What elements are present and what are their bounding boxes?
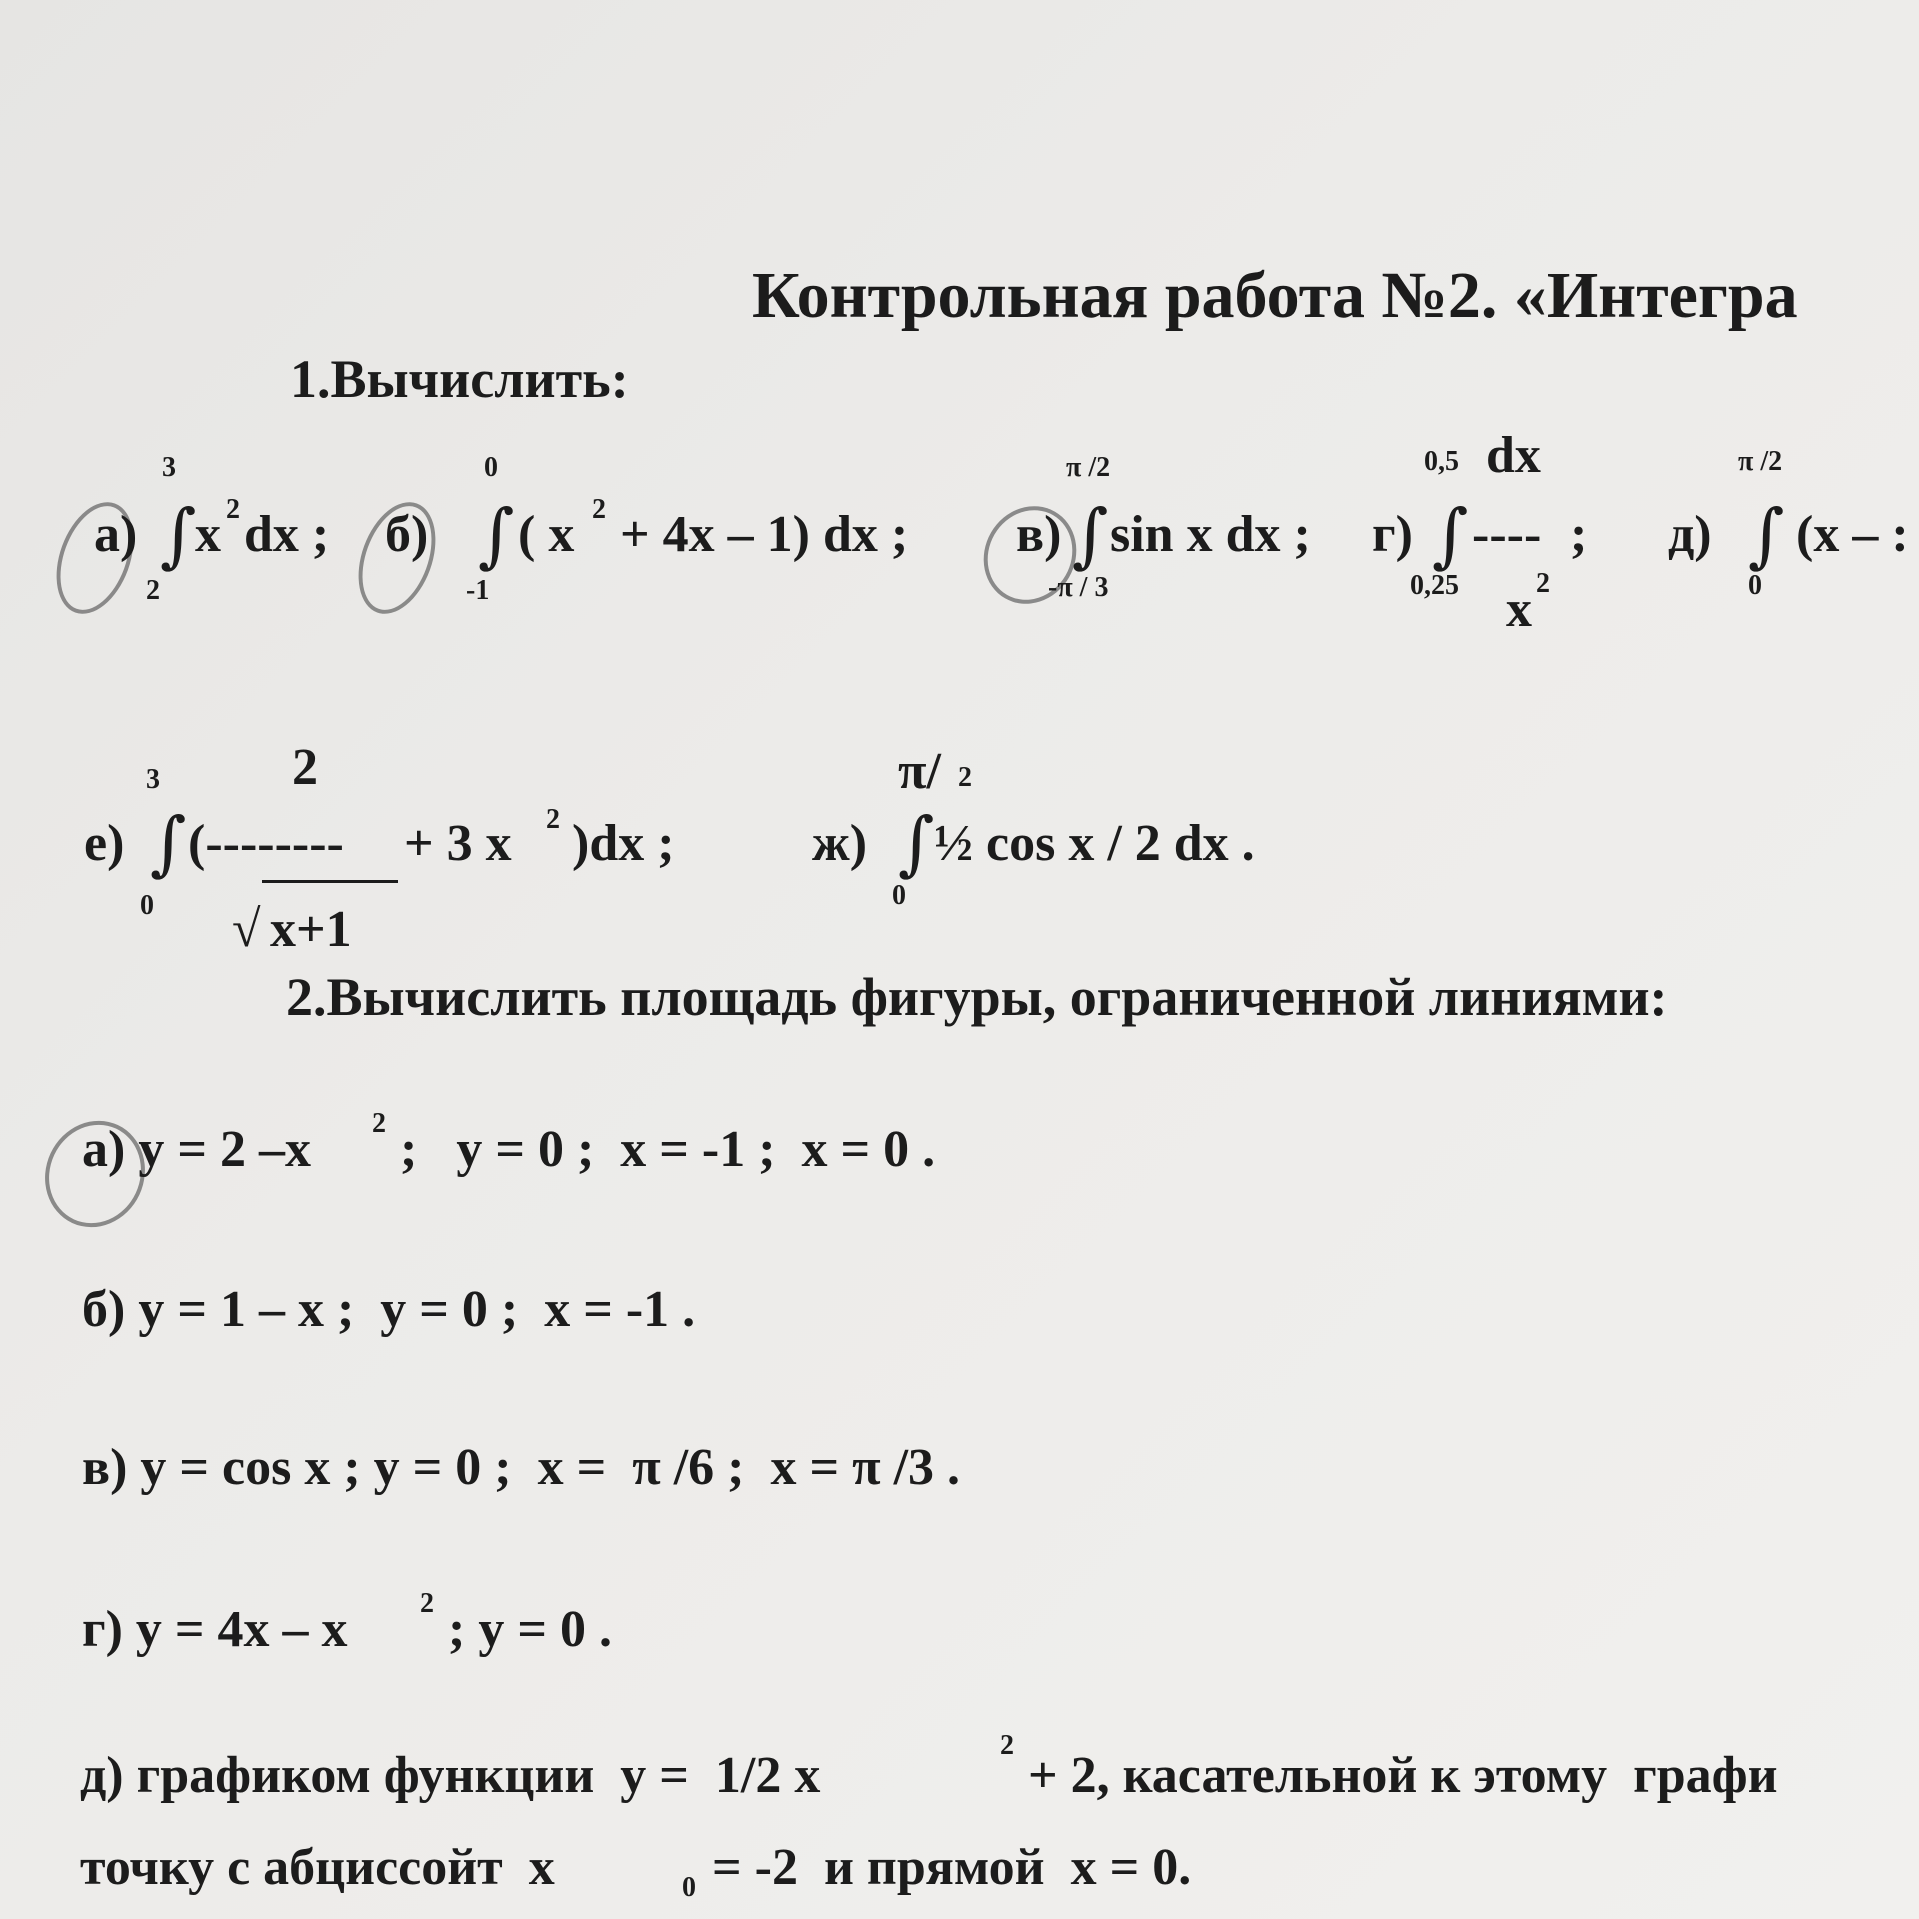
task1g-upper-limit: 0,5 — [1424, 446, 1459, 477]
task1g-lower-limit: 0,25 — [1410, 570, 1459, 601]
task1b-label: б) — [385, 506, 429, 563]
task1a-lower-limit: 2 — [146, 575, 160, 606]
task1v-label: в) — [1016, 506, 1062, 563]
task1a-exponent: 2 — [226, 494, 240, 525]
task1b-upper-limit: 0 — [484, 452, 498, 483]
task1e-open: (-------- — [188, 815, 344, 872]
task1v-lower-limit: -π / 3 — [1048, 572, 1109, 603]
task1e-label: е) — [84, 815, 125, 872]
task1g-tail: ; — [1570, 506, 1588, 563]
task2b-text: б) y = 1 – x ; y = 0 ; x = -1 . — [82, 1281, 696, 1338]
task1a-expr: x — [195, 506, 221, 563]
task1zh-upper-limit: π/ — [898, 743, 941, 800]
task2d-line1-exponent: 2 — [1000, 1730, 1014, 1761]
integral-sign-icon: ∫ — [160, 494, 197, 576]
task1a-label: а) — [94, 506, 138, 563]
task1zh-expr: ½ cos x / 2 dx . — [934, 815, 1255, 872]
integral-sign-icon: ∫ — [150, 802, 187, 884]
task2d-line2-subscript: 0 — [682, 1872, 696, 1903]
page-title: Контрольная работа №2. «Интегра — [752, 259, 1798, 332]
sqrt-sign-icon: √ — [232, 901, 261, 958]
task2d-line1a: д) графиком функции y = 1/2 x — [80, 1747, 821, 1804]
section2-heading: 2.Вычислить площадь фигуры, ограниченной линиями: — [286, 967, 1668, 1027]
task1e-radicand: x+1 — [270, 901, 352, 958]
task1e-numerator: 2 — [292, 739, 318, 796]
task2v-text: в) y = cos x ; y = 0 ; x = π /6 ; x = π /3 . — [82, 1439, 961, 1496]
task1v-upper-limit: π /2 — [1066, 452, 1111, 483]
task1zh-label: ж) — [812, 815, 868, 872]
sqrt-vinculum — [262, 880, 398, 883]
task1b-expr: ( x — [518, 506, 575, 563]
task1e-exponent: 2 — [546, 804, 560, 835]
integral-sign-icon: ∫ — [1432, 494, 1469, 576]
task1g-denominator: x — [1506, 581, 1532, 638]
task1zh-upper-limit-sub: 2 — [958, 762, 972, 793]
task1e-tail: + 3 x — [404, 815, 512, 872]
task2a-text: а) y = 2 –x — [82, 1121, 311, 1178]
task1a-upper-limit: 3 — [162, 452, 176, 483]
integral-sign-icon: ∫ — [1748, 494, 1785, 576]
task1b-exponent: 2 — [592, 494, 606, 525]
integral-sign-icon: ∫ — [478, 494, 515, 576]
task2g-tail: ; y = 0 . — [448, 1601, 612, 1658]
task1d-label: д) — [1668, 506, 1712, 563]
task2g-exponent: 2 — [420, 1588, 434, 1619]
task2d-line2b: = -2 и прямой x = 0. — [712, 1839, 1192, 1896]
task1g-numerator: dx — [1486, 427, 1541, 484]
task1e-lower-limit: 0 — [140, 890, 154, 921]
task2a-tail: ; y = 0 ; x = -1 ; x = 0 . — [400, 1121, 936, 1178]
task1e-upper-limit: 3 — [146, 764, 160, 795]
task1b-tail: + 4x – 1) dx ; — [620, 506, 909, 563]
integral-sign-icon: ∫ — [1072, 494, 1109, 576]
task1g-den-exponent: 2 — [1536, 568, 1550, 599]
task2a-exponent: 2 — [372, 1108, 386, 1139]
task1d-expr: (x – : — [1796, 506, 1909, 563]
task1b-lower-limit: -1 — [466, 575, 490, 606]
task1e-tail2: )dx ; — [572, 815, 675, 872]
task1v-expr: sin x dx ; — [1110, 506, 1311, 563]
task1g-fraction-dash: ---- — [1472, 506, 1542, 563]
section1-heading: 1.Вычислить: — [290, 349, 629, 409]
task2d-line1b: + 2, касательной к этому графи — [1028, 1747, 1778, 1804]
task1a-tail: dx ; — [244, 506, 330, 563]
task1d-upper-limit: π /2 — [1738, 446, 1783, 477]
task1d-lower-limit: 0 — [1748, 570, 1762, 601]
integral-sign-icon: ∫ — [898, 802, 935, 884]
task1zh-lower-limit: 0 — [892, 880, 906, 911]
task2g-text: г) y = 4x – x — [82, 1601, 348, 1658]
task1g-label: г) — [1372, 506, 1413, 563]
task2d-line2a: точку с абциссойт x — [80, 1839, 555, 1896]
